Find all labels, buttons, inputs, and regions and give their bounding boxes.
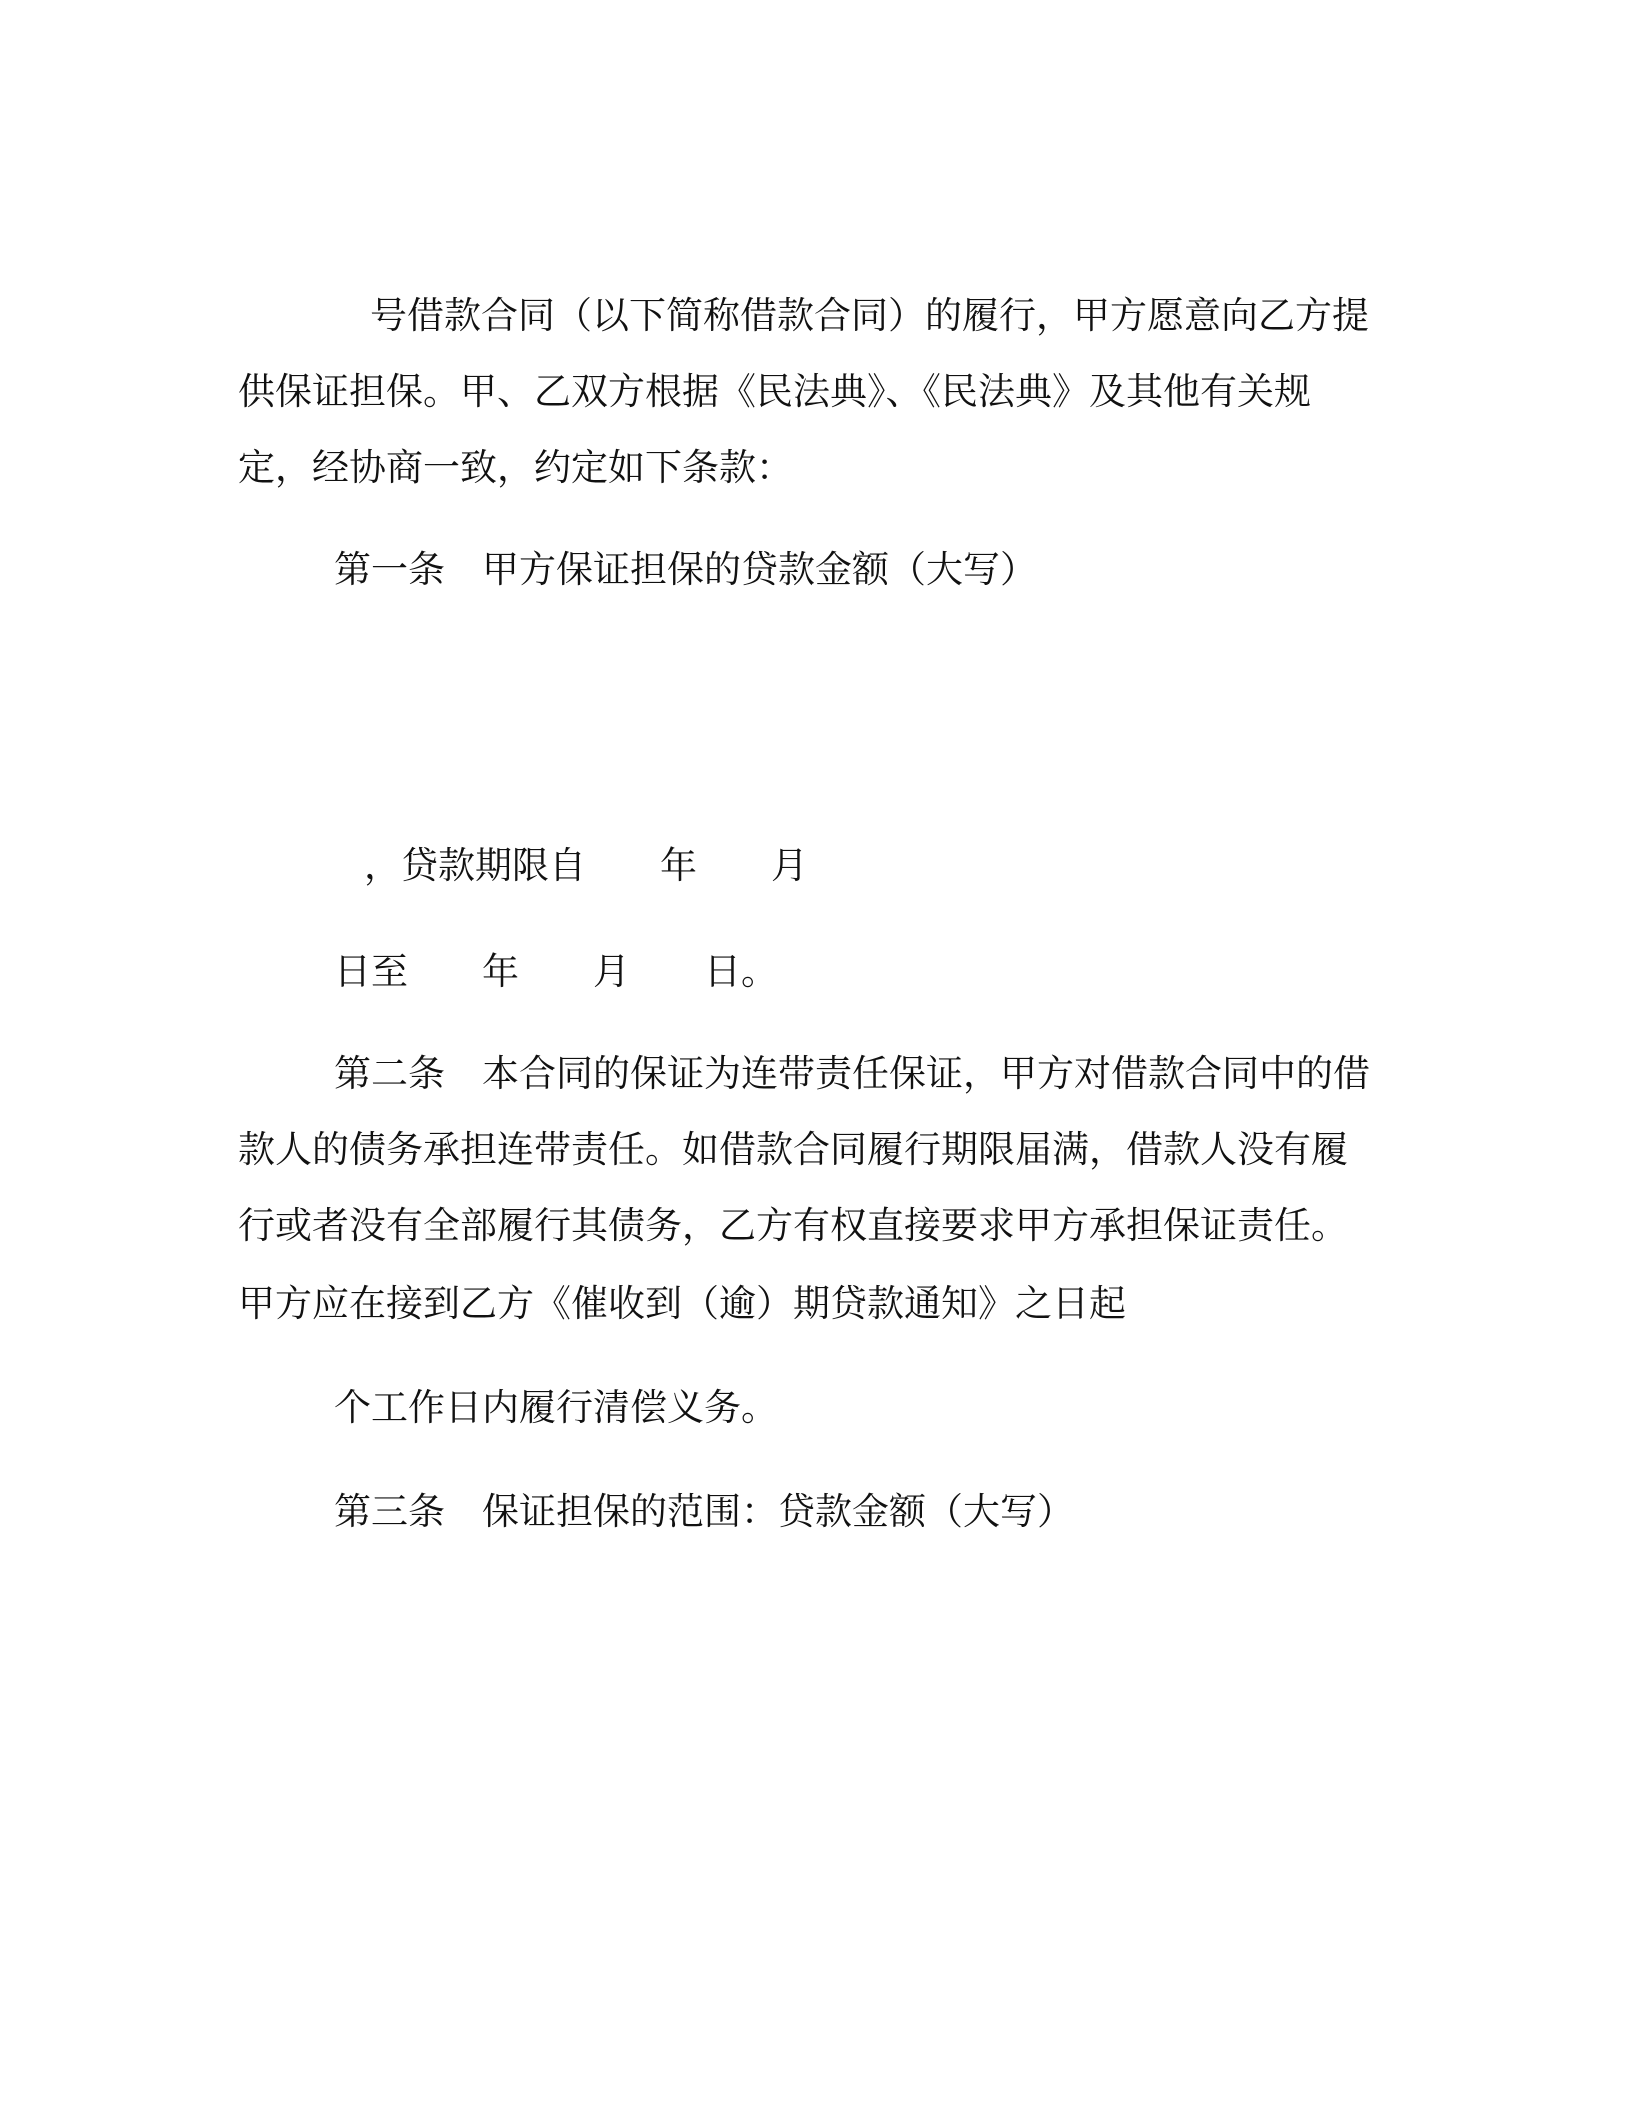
text-line-3: 定，经协商一致，约定如下条款：	[238, 446, 793, 489]
clause-1-heading: 第一条 甲方保证担保的贷款金额（大写）	[334, 548, 1037, 591]
loan-term-end-line: 日至 年 月 日。	[334, 950, 778, 993]
clause-2-line-1: 第二条 本合同的保证为连带责任保证，甲方对借款合同中的借	[334, 1052, 1370, 1095]
clause-2-line-5: 个工作日内履行清偿义务。	[334, 1386, 778, 1429]
loan-term-line: ，贷款期限自 年 月	[364, 844, 808, 887]
clause-2-line-3: 行或者没有全部履行其债务，乙方有权直接要求甲方承担保证责任。	[238, 1204, 1348, 1247]
text-line-1: 号借款合同（以下简称借款合同）的履行，甲方愿意向乙方提	[370, 294, 1369, 337]
text-line-2: 供保证担保。甲、乙双方根据《民法典》、《民法典》及其他有关规	[238, 370, 1311, 413]
clause-2-line-4: 甲方应在接到乙方《催收到（逾）期贷款通知》之日起	[238, 1282, 1126, 1325]
clause-2-line-2: 款人的债务承担连带责任。如借款合同履行期限届满，借款人没有履	[238, 1128, 1348, 1171]
clause-3-heading: 第三条 保证担保的范围：贷款金额（大写）	[334, 1490, 1074, 1533]
